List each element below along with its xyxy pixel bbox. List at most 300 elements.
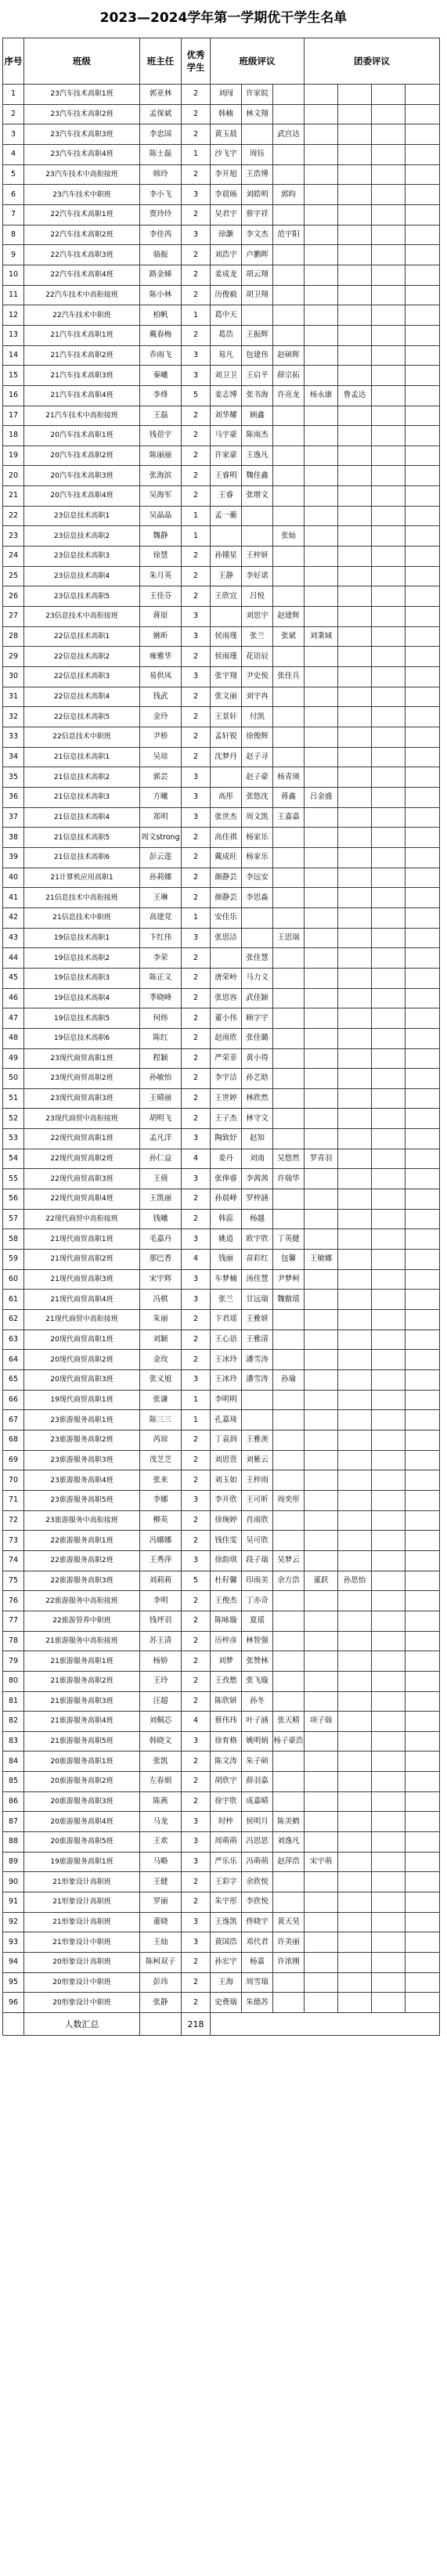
row-seq: 48 (3, 1028, 24, 1048)
league-review-name (305, 707, 338, 727)
class-review-name: 颜静芸 (211, 888, 242, 908)
class-review-name: 顾字宇 (242, 1008, 273, 1029)
row-class: 23旅游服务高职2班 (24, 1430, 140, 1450)
row-excellent-count: 1 (182, 144, 211, 164)
class-review-name: 陶致妤 (211, 1129, 242, 1149)
class-review-name (273, 888, 305, 908)
table-row (3, 1791, 440, 1812)
row-excellent-count: 2 (182, 1651, 211, 1672)
league-review-name (305, 1812, 338, 1832)
league-review-name (338, 1250, 372, 1270)
class-review-name: 刘思宇 (242, 607, 273, 627)
league-review-name (305, 928, 338, 948)
league-review-name (372, 1791, 406, 1812)
class-review-name: 包馨 (273, 1250, 305, 1270)
league-review-name (305, 345, 338, 366)
league-review-name (372, 144, 406, 164)
table-row (3, 948, 440, 969)
class-review-name: 董小伟 (211, 1008, 242, 1029)
row-teacher: 吴海军 (140, 486, 182, 507)
row-excellent-count: 2 (182, 1772, 211, 1792)
row-class: 20汽车技术高职1班 (24, 426, 140, 446)
row-seq: 73 (3, 1531, 24, 1551)
league-review-name (372, 164, 406, 185)
class-review-name: 杨嘉 (242, 1953, 273, 1973)
row-teacher: 钱蓓宇 (140, 426, 182, 446)
class-review-name (273, 707, 305, 727)
table-row (3, 385, 440, 406)
class-review-name: 安佳乐 (211, 907, 242, 928)
league-review-name (305, 1048, 338, 1069)
class-review-name: 罗梓涵 (242, 1189, 273, 1210)
row-excellent-count: 1 (182, 907, 211, 928)
row-teacher: 李明 (140, 1591, 182, 1611)
league-review-name (372, 325, 406, 345)
class-review-name: 高彤 (211, 787, 242, 807)
row-seq: 1 (3, 85, 24, 105)
league-review-name (372, 1932, 406, 1953)
row-class: 20形象设计高职班 (24, 1953, 140, 1973)
league-review-name (406, 948, 440, 969)
league-review-name (372, 1892, 406, 1913)
row-seq: 43 (3, 928, 24, 948)
league-review-name (372, 1410, 406, 1431)
row-seq: 59 (3, 1250, 24, 1270)
class-review-name: 张兰 (242, 626, 273, 647)
class-review-name: 徐宇欣 (211, 1791, 242, 1812)
league-review-name (406, 586, 440, 607)
row-teacher: 韩晓文 (140, 1731, 182, 1752)
class-review-name: 武佳颖 (242, 988, 273, 1008)
league-review-name (338, 1872, 372, 1892)
row-class: 23信息技术中高衔接班 (24, 607, 140, 627)
summary-empty-cell (211, 2013, 440, 2036)
row-excellent-count: 2 (182, 547, 211, 567)
row-teacher: 张凯 (140, 1752, 182, 1772)
league-review-name (406, 124, 440, 145)
league-review-name (372, 225, 406, 245)
class-review-name (273, 1088, 305, 1109)
class-review-name: 严乐乐 (211, 1852, 242, 1872)
class-review-name: 王世婷 (211, 1088, 242, 1109)
league-review-name (406, 1510, 440, 1531)
header-class-review: 班级评议 (211, 38, 305, 85)
row-class: 21汽车技术高职2班 (24, 345, 140, 366)
row-excellent-count: 3 (182, 1932, 211, 1953)
class-review-name: 顾鑫 (242, 406, 273, 426)
class-review-name: 张世杰 (211, 807, 242, 828)
league-review-name (338, 1712, 372, 1732)
row-seq: 9 (3, 245, 24, 265)
row-excellent-count: 2 (182, 727, 211, 748)
league-review-name (372, 1329, 406, 1350)
row-teacher: 冯娜娜 (140, 1531, 182, 1551)
class-review-name: 王海 (211, 1972, 242, 1993)
class-review-name (242, 506, 273, 526)
table-row (3, 406, 440, 426)
class-review-name (273, 1410, 305, 1431)
class-review-name (273, 1671, 305, 1691)
row-excellent-count: 2 (182, 1048, 211, 1069)
row-excellent-count: 2 (182, 647, 211, 667)
row-teacher: 李佳芮 (140, 225, 182, 245)
league-review-name (338, 466, 372, 486)
class-review-name: 肖雨欣 (242, 1510, 273, 1531)
table-row (3, 928, 440, 948)
row-class: 22信息技术高职1 (24, 626, 140, 647)
row-teacher: 陈丽丽 (140, 446, 182, 466)
class-review-name: 张增文 (242, 486, 273, 507)
summary-row (3, 2013, 440, 2036)
league-review-name (406, 164, 440, 185)
league-review-name (305, 647, 338, 667)
class-review-name (273, 1510, 305, 1531)
row-teacher: 陈燕 (140, 1791, 182, 1812)
row-teacher: 宋宇辉 (140, 1269, 182, 1290)
table-row (3, 185, 440, 205)
league-review-name (338, 647, 372, 667)
class-review-name: 孙宏宇 (211, 1953, 242, 1973)
league-review-name: 宋宇萌 (305, 1852, 338, 1872)
class-review-name: 杨越 (242, 1209, 273, 1229)
league-review-name (372, 1832, 406, 1853)
row-excellent-count: 2 (182, 747, 211, 767)
table-row (3, 647, 440, 667)
row-class: 23汽车技术高职4班 (24, 144, 140, 164)
league-review-name (406, 626, 440, 647)
row-excellent-count: 2 (182, 245, 211, 265)
class-review-name (273, 868, 305, 888)
row-class: 21信息技术高职6 (24, 847, 140, 868)
row-class: 23信息技术高职5 (24, 586, 140, 607)
row-seq: 3 (3, 124, 24, 145)
class-review-name (273, 1772, 305, 1792)
class-review-name: 徐琬婷 (211, 1510, 242, 1531)
row-class: 22信息技术高职3 (24, 667, 140, 687)
row-class: 23现代商贸高职1班 (24, 1048, 140, 1069)
class-review-name: 王俊杰 (211, 1591, 242, 1611)
table-row (3, 586, 440, 607)
league-review-name (338, 1310, 372, 1330)
row-seq: 32 (3, 707, 24, 727)
class-review-name: 佟晓宇 (242, 1912, 273, 1932)
row-class: 23信息技术高职4 (24, 566, 140, 586)
class-review-name: 戴成旺 (211, 847, 242, 868)
table-row (3, 285, 440, 305)
row-seq: 23 (3, 526, 24, 547)
table-row (3, 1972, 440, 1993)
league-review-name (372, 1812, 406, 1832)
table-row (3, 245, 440, 265)
league-review-name (406, 1631, 440, 1651)
row-seq: 54 (3, 1149, 24, 1169)
row-class: 23旅游服务高职5班 (24, 1490, 140, 1510)
league-review-name (338, 1531, 372, 1551)
class-review-name (242, 526, 273, 547)
class-review-name (273, 988, 305, 1008)
league-review-name (305, 1129, 338, 1149)
row-seq: 72 (3, 1510, 24, 1531)
league-review-name (305, 1269, 338, 1290)
league-review-name (305, 1731, 338, 1752)
row-excellent-count: 3 (182, 807, 211, 828)
row-class: 21旅游服务高职4班 (24, 1712, 140, 1732)
row-teacher: 金玫 (140, 1350, 182, 1370)
table-row (3, 164, 440, 185)
row-seq: 2 (3, 104, 24, 124)
class-review-name (273, 1028, 305, 1048)
league-review-name (305, 968, 338, 988)
class-review-name: 王思瑞 (273, 928, 305, 948)
row-seq: 39 (3, 847, 24, 868)
class-review-name (273, 948, 305, 969)
class-review-name: 周萌萌 (211, 1832, 242, 1853)
league-review-name (372, 1490, 406, 1510)
table-row (3, 1872, 440, 1892)
league-review-name (406, 1852, 440, 1872)
row-class: 22现代商贸高职2班 (24, 1149, 140, 1169)
row-class: 21汽车技术高职4班 (24, 385, 140, 406)
league-review-name (406, 1069, 440, 1089)
league-review-name (305, 767, 338, 788)
row-seq: 49 (3, 1048, 24, 1069)
class-review-name: 历俊毅 (211, 285, 242, 305)
table-row (3, 1832, 440, 1853)
league-review-name (338, 1691, 372, 1712)
table-row (3, 104, 440, 124)
table-body (3, 85, 440, 2013)
class-review-name: 高佳祺 (211, 828, 242, 848)
league-review-name (305, 948, 338, 969)
class-review-name: 林守文 (242, 1109, 273, 1129)
class-review-name: 丁袁润 (211, 1430, 242, 1450)
class-review-name: 李晨旸 (211, 185, 242, 205)
row-teacher: 秦曦 (140, 366, 182, 386)
row-teacher: 戴春梅 (140, 325, 182, 345)
class-review-name: 周文凯 (242, 807, 273, 828)
row-excellent-count: 2 (182, 1631, 211, 1651)
league-review-name (305, 586, 338, 607)
league-review-name (305, 1772, 338, 1792)
league-review-name (406, 1430, 440, 1450)
league-review-name (372, 124, 406, 145)
row-teacher: 朱丽 (140, 1310, 182, 1330)
table-row (3, 1993, 440, 2013)
league-review-name (372, 1712, 406, 1732)
row-excellent-count: 2 (182, 1430, 211, 1450)
league-review-name (406, 185, 440, 205)
table-row (3, 1269, 440, 1290)
league-review-name (338, 366, 372, 386)
row-excellent-count: 2 (182, 486, 211, 507)
league-review-name (406, 747, 440, 767)
row-excellent-count: 4 (182, 1149, 211, 1169)
row-teacher: 朱月英 (140, 566, 182, 586)
summary-seq-cell (3, 2013, 24, 2036)
league-review-name (338, 1209, 372, 1229)
row-teacher: 刘佩芯 (140, 1712, 182, 1732)
class-review-name: 孙冬 (242, 1691, 273, 1712)
row-class: 21旅游服务中高衔接班 (24, 1631, 140, 1651)
row-seq: 14 (3, 345, 24, 366)
row-class: 21形象设计高职班 (24, 1872, 140, 1892)
row-class: 21现代商贸高职3班 (24, 1269, 140, 1290)
class-review-name: 王冰玲 (211, 1350, 242, 1370)
row-teacher: 马龙 (140, 1812, 182, 1832)
league-review-name (372, 626, 406, 647)
league-review-name (305, 406, 338, 426)
league-review-name (372, 406, 406, 426)
class-review-name: 历梓彦 (211, 1631, 242, 1651)
row-seq: 62 (3, 1310, 24, 1330)
class-review-name: 甘远瑞 (242, 1290, 273, 1310)
class-review-name: 王可昕 (242, 1490, 273, 1510)
row-class: 19信息技术高职4 (24, 988, 140, 1008)
row-seq: 24 (3, 547, 24, 567)
table-row (3, 687, 440, 707)
row-teacher: 吴琼 (140, 747, 182, 767)
row-seq: 77 (3, 1611, 24, 1631)
class-review-name: 张赞林 (242, 1651, 273, 1672)
row-teacher: 陈柯双子 (140, 1953, 182, 1973)
class-review-name (273, 245, 305, 265)
league-review-name (406, 85, 440, 105)
class-review-name: 赵硕晖 (273, 345, 305, 366)
row-teacher: 姚昕 (140, 626, 182, 647)
table-row (3, 124, 440, 145)
row-seq: 67 (3, 1410, 24, 1431)
class-review-name: 孙瑜 (273, 1370, 305, 1391)
row-class: 23旅游服务高职1班 (24, 1410, 140, 1431)
row-excellent-count: 1 (182, 1410, 211, 1431)
league-review-name (372, 868, 406, 888)
league-review-name (338, 1370, 372, 1391)
class-review-name: 黄小得 (242, 1048, 273, 1069)
row-seq: 20 (3, 466, 24, 486)
league-review-name (372, 1470, 406, 1491)
class-review-name (242, 928, 273, 948)
class-review-name: 李茜茜 (242, 1169, 273, 1189)
row-excellent-count: 2 (182, 285, 211, 305)
table-row (3, 1350, 440, 1370)
league-review-name (305, 466, 338, 486)
header-seq: 序号 (3, 38, 24, 85)
row-seq: 50 (3, 1069, 24, 1089)
league-review-name (406, 1712, 440, 1732)
row-class: 21现代商贸高职2班 (24, 1250, 140, 1270)
row-seq: 55 (3, 1169, 24, 1189)
class-review-name: 魏佳鑫 (242, 466, 273, 486)
league-review-name (338, 204, 372, 225)
row-class: 22旅游管养中职班 (24, 1611, 140, 1631)
table-row (3, 1712, 440, 1732)
league-review-name (372, 1993, 406, 2013)
class-review-name: 刘玉如 (211, 1470, 242, 1491)
row-teacher: 冯棋 (140, 1290, 182, 1310)
league-review-name (372, 1209, 406, 1229)
row-seq: 79 (3, 1651, 24, 1672)
row-class: 22旅游服务中高衔接班 (24, 1591, 140, 1611)
row-excellent-count: 3 (182, 667, 211, 687)
league-review-name (406, 707, 440, 727)
league-review-name (372, 948, 406, 969)
row-class: 20现代商贸高职3班 (24, 1370, 140, 1391)
class-review-name: 李好诺 (242, 566, 273, 586)
league-review-name (372, 727, 406, 748)
row-excellent-count: 3 (182, 787, 211, 807)
row-class: 21形象设计高职班 (24, 1892, 140, 1913)
class-review-name (273, 1591, 305, 1611)
row-teacher: 陈正文 (140, 968, 182, 988)
table-row (3, 1229, 440, 1250)
league-review-name (372, 1631, 406, 1651)
row-excellent-count: 2 (182, 1310, 211, 1330)
league-review-name (406, 305, 440, 326)
league-review-name (372, 1953, 406, 1973)
league-review-name (338, 547, 372, 567)
class-review-name (273, 1350, 305, 1370)
row-excellent-count: 2 (182, 586, 211, 607)
class-review-name: 姜志博 (211, 385, 242, 406)
league-review-name (338, 586, 372, 607)
league-review-name (372, 607, 406, 627)
row-class: 21形象设计高职班 (24, 1912, 140, 1932)
league-review-name (338, 787, 372, 807)
class-review-name: 许美丽 (273, 1932, 305, 1953)
class-review-name: 史费瑞 (211, 1993, 242, 2013)
row-seq: 53 (3, 1129, 24, 1149)
league-review-name (372, 1310, 406, 1330)
class-review-name (242, 305, 273, 326)
class-review-name: 朱宇彤 (211, 1892, 242, 1913)
league-review-name (406, 828, 440, 848)
row-class: 22旅游服务高职1班 (24, 1531, 140, 1551)
league-review-name (372, 847, 406, 868)
table-row (3, 1772, 440, 1792)
row-teacher: 钱曦 (140, 1209, 182, 1229)
row-teacher: 郑明 (140, 807, 182, 828)
row-excellent-count: 2 (182, 1450, 211, 1470)
class-review-name (273, 1972, 305, 1993)
class-review-name: 张悠沈 (242, 787, 273, 807)
league-review-name (338, 506, 372, 526)
row-teacher: 毛嘉丹 (140, 1229, 182, 1250)
row-class: 21汽车技术中高衔接班 (24, 406, 140, 426)
class-review-name: 余欣悦 (242, 1872, 273, 1892)
league-review-name (406, 1450, 440, 1470)
class-review-name: 韩楠 (211, 104, 242, 124)
league-review-name (372, 1229, 406, 1250)
league-review-name (305, 325, 338, 345)
class-review-name: 孔嘉琦 (211, 1410, 242, 1431)
league-review-name (372, 1912, 406, 1932)
class-review-name: 邓代君 (242, 1932, 273, 1953)
row-excellent-count: 4 (182, 1250, 211, 1270)
class-review-name: 姜成龙 (211, 265, 242, 285)
table-row (3, 968, 440, 988)
league-review-name (372, 1591, 406, 1611)
class-review-name (273, 1892, 305, 1913)
class-review-name: 王雅羡 (242, 1430, 273, 1450)
table-row (3, 1812, 440, 1832)
class-review-name (273, 1008, 305, 1029)
class-review-name: 陈咏璇 (211, 1611, 242, 1631)
league-review-name (338, 767, 372, 788)
row-teacher: 孙仁益 (140, 1149, 182, 1169)
row-teacher: 李娜 (140, 1490, 182, 1510)
row-teacher: 柳英 (140, 1510, 182, 1531)
row-class: 23旅游服务高职4班 (24, 1470, 140, 1491)
